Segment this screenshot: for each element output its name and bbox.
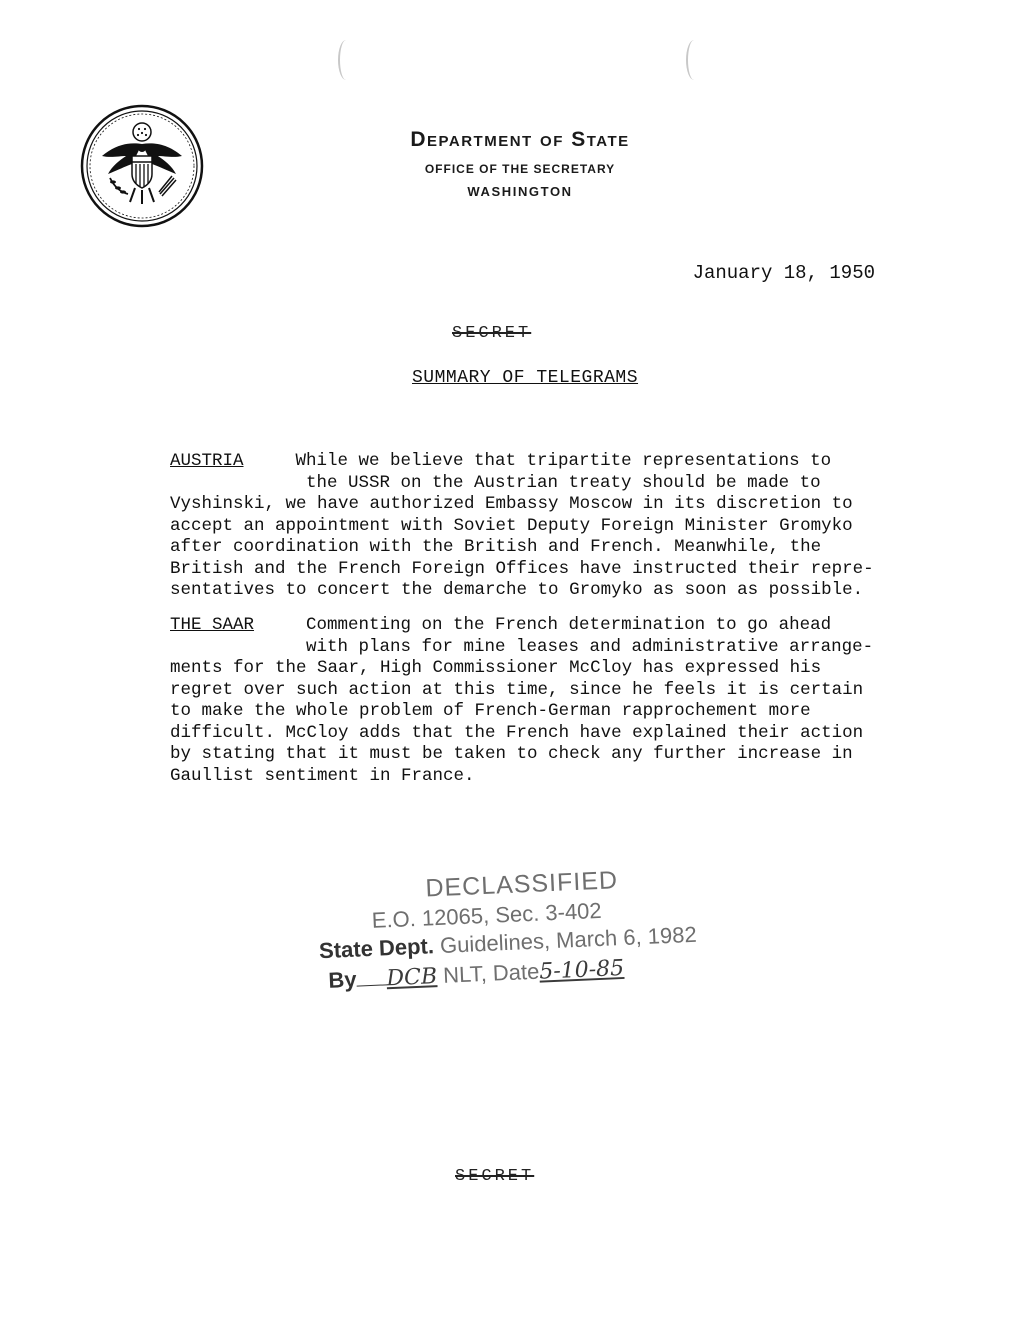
stamp-label: DECLASSIFIED bbox=[424, 866, 619, 903]
office-name: OFFICE OF THE SECRETARY bbox=[424, 162, 616, 176]
punch-hole-mark bbox=[686, 40, 702, 80]
stamp-date: 5-10-85 bbox=[538, 955, 625, 985]
stamp-guidelines-text: Guidelines, March 6, 1982 bbox=[439, 921, 698, 958]
stamp-guidelines-prefix: State Dept. bbox=[318, 933, 435, 964]
text-line: to make the whole problem of French-German rapprochement more bbox=[170, 701, 811, 721]
declassification-stamp bbox=[300, 863, 705, 995]
section-first-line bbox=[170, 451, 900, 473]
section-first-line bbox=[170, 615, 900, 637]
department-name: Department of State bbox=[410, 128, 630, 151]
text-line: sentatives to concert the demarche to Gromyko as soon as possible. bbox=[170, 580, 864, 600]
text-line: Commenting on the French determination to go ahead bbox=[306, 615, 832, 635]
stamp-order: E.O. 12065, Sec. 3-402 bbox=[371, 897, 603, 933]
punch-hole-mark bbox=[338, 40, 354, 80]
text-line: accept an appointment with Soviet Deputy Foreign Minister Gromyko bbox=[170, 515, 853, 536]
text-line: with plans for mine leases and administrative arrange- bbox=[306, 636, 874, 657]
document-title: SUMMARY OF TELEGRAMS bbox=[412, 368, 639, 388]
great-seal-icon bbox=[80, 104, 204, 228]
stamp-by-label: By bbox=[327, 966, 358, 993]
text-line: after coordination with the British and French. Meanwhile, the bbox=[170, 537, 822, 557]
text-line: regret over such action at this time, since he feels it is certain bbox=[170, 679, 864, 700]
section-heading: AUSTRIA bbox=[170, 451, 244, 471]
text-line: difficult. McCloy adds that the French have explained their action bbox=[170, 722, 864, 743]
section-austria bbox=[170, 451, 900, 602]
text-line: Gaullist sentiment in France. bbox=[170, 765, 475, 786]
text-line: British and the French Foreign Offices have instructed their repre- bbox=[170, 558, 874, 579]
city-name: WASHINGTON bbox=[467, 184, 573, 199]
classification-marking-bottom: SECRET bbox=[455, 1167, 535, 1186]
section-saar bbox=[170, 615, 900, 787]
letterhead bbox=[330, 128, 710, 199]
text-line: While we believe that tripartite representations to bbox=[295, 451, 832, 471]
stamp-nlt-label: NLT, Date bbox=[442, 958, 540, 988]
stamp-initials: DCB bbox=[385, 964, 438, 992]
section-heading: THE SAAR bbox=[170, 615, 255, 635]
classification-marking-top: SECRET bbox=[452, 324, 532, 343]
text-line: the USSR on the Austrian treaty should be made to bbox=[306, 472, 821, 493]
text-line: by stating that it must be taken to check any further increase in bbox=[170, 744, 853, 764]
document-date: January 18, 1950 bbox=[692, 262, 875, 284]
text-line: Vyshinski, we have authorized Embassy Moscow in its discretion to bbox=[170, 494, 853, 514]
stamp-underline bbox=[357, 984, 387, 986]
text-line: ments for the Saar, High Commissioner McCloy has expressed his bbox=[170, 658, 822, 678]
